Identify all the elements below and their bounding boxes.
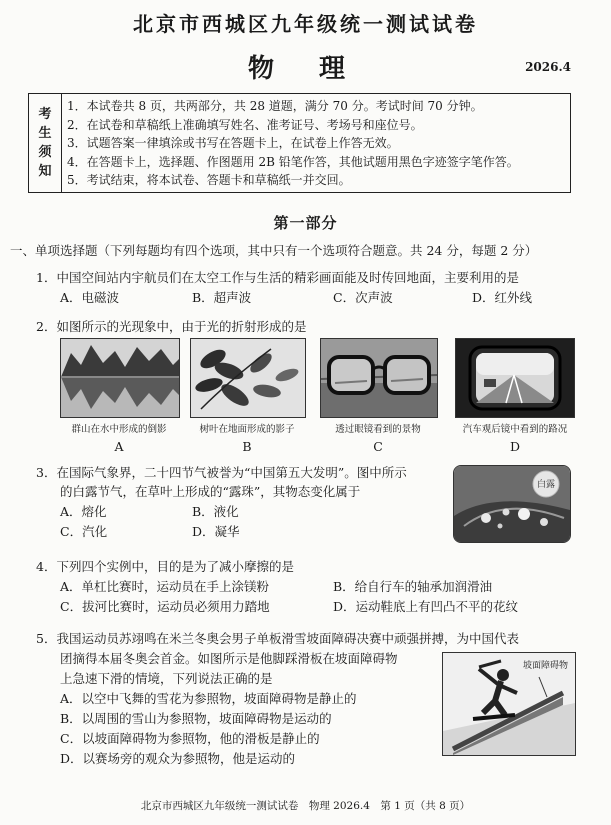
question-5-stem-line1: 5．我国运动员苏翊鸣在米兰冬奥会男子单板滑雪坡面障碍决赛中顽强拼搏，为中国代表 [36,631,519,646]
side-mirror-image [455,338,575,418]
notice-label-char: 知 [38,164,52,179]
glasses-image [320,338,438,418]
notice-item: 5．考试结束，将本试卷、答题卡和草稿纸一并交回。 [67,173,351,188]
image-a-caption: 群山在水中形成的倒影 [71,424,167,435]
question-3-option-d: D．凝华 [192,524,240,539]
notice-item: 1．本试卷共 8 页，共两部分，共 28 道题，满分 70 分。考试时间 70 分钟。 [67,99,483,113]
question-5-option-b: B．以周围的雪山为参照物，坡面障碍物是运动的 [60,711,332,726]
question-3-stem-line2: 的白露节气，在草叶上形成的“露珠”，其物态变化属于 [60,484,361,499]
subject-title: 物 理 [247,54,364,84]
question-1-option-c: C．次声波 [333,290,393,305]
notice-label [29,94,62,192]
question-5-stem-line2: 团摘得本届冬奥会首金。如图所示是他脚踩滑板在坡面障碍物 [60,651,398,666]
image-c-letter: C [373,439,383,454]
notice-label-char: 生 [38,126,52,141]
mountain-reflection-image [60,338,180,418]
question-1-option-a: A．电磁波 [60,290,120,305]
dew-image [453,465,571,543]
question-2-stem: 2．如图所示的光现象中，由于光的折射形成的是 [36,319,307,334]
question-3-option-a: A．熔化 [60,504,107,519]
question-3-option-b: B．液化 [192,504,239,519]
notice-item: 3．试题答案一律填涂或书写在答题卡上，在试卷上作答无效。 [67,136,399,151]
question-1-option-d: D．红外线 [472,290,533,305]
exam-title: 北京市西城区九年级统一测试试卷 [133,12,478,36]
question-4-option-c: C．拔河比赛时，运动员必须用力踏地 [60,599,270,614]
page-footer: 北京市西城区九年级统一测试试卷 物理 2026.4 第 1 页（共 8 页） [140,800,471,812]
question-3-stem-line1: 3．在国际气象界，二十四节气被誉为“中国第五大发明”。图中所示 [36,465,407,480]
question-4-option-b: B．给自行车的轴承加润滑油 [333,579,493,594]
question-1-stem: 1．中国空间站内宇航员们在太空工作与生活的精彩画面能及时传回地面，主要利用的是 [36,270,519,285]
question-5-option-c: C．以坡面障碍物为参照物，他的滑板是静止的 [60,731,320,746]
question-4-stem: 4．下列四个实例中，目的是为了减小摩擦的是 [36,559,294,574]
question-4-option-a: A．单杠比赛时，运动员在手上涂镁粉 [60,579,270,594]
question-4-option-d: D．运动鞋底上有凹凸不平的花纹 [333,599,519,614]
notice-box [28,93,571,193]
part-title: 第一部分 [273,214,338,232]
question-3-option-c: C．汽化 [60,524,108,539]
question-5-option-d: D．以赛场旁的观众为参照物，他是运动的 [60,751,296,766]
section-title: 一、单项选择题（下列每题均有四个选项，其中只有一个选项符合题意。共 24 分，每题 2 分） [10,243,538,258]
question-5-option-a: A．以空中飞舞的雪花为参照物，坡面障碍物是静止的 [60,691,357,706]
question-5-stem-line3: 上急速下滑的情境，下列说法正确的是 [60,671,273,686]
image-d-caption: 汽车观后镜中看到的路况 [462,424,568,435]
dew-image-text: 白露 [536,480,555,490]
leaf-shadow-image [190,338,306,418]
notice-item: 2．在试卷和草稿纸上准确填写姓名、准考证号、考场号和座位号。 [67,117,423,132]
image-d-letter: D [509,439,521,454]
snowboard-image [442,652,576,756]
question-1-option-b: B．超声波 [192,290,252,305]
notice-label-char: 考 [38,107,52,122]
image-b-letter: B [242,439,252,454]
notice-item: 4．在答题卡上，选择题、作图题用 2B 铅笔作答，其他试题用黑色字迹签字笔作答。 [67,154,519,169]
image-a-letter: A [114,439,124,454]
image-b-caption: 树叶在地面形成的影子 [199,424,295,435]
image-c-caption: 透过眼镜看到的景物 [335,424,421,435]
obstacle-label: 坡面障碍物 [523,661,569,671]
exam-date: 2026.4 [525,60,571,74]
notice-list [67,97,519,190]
notice-label-char: 须 [38,145,52,160]
